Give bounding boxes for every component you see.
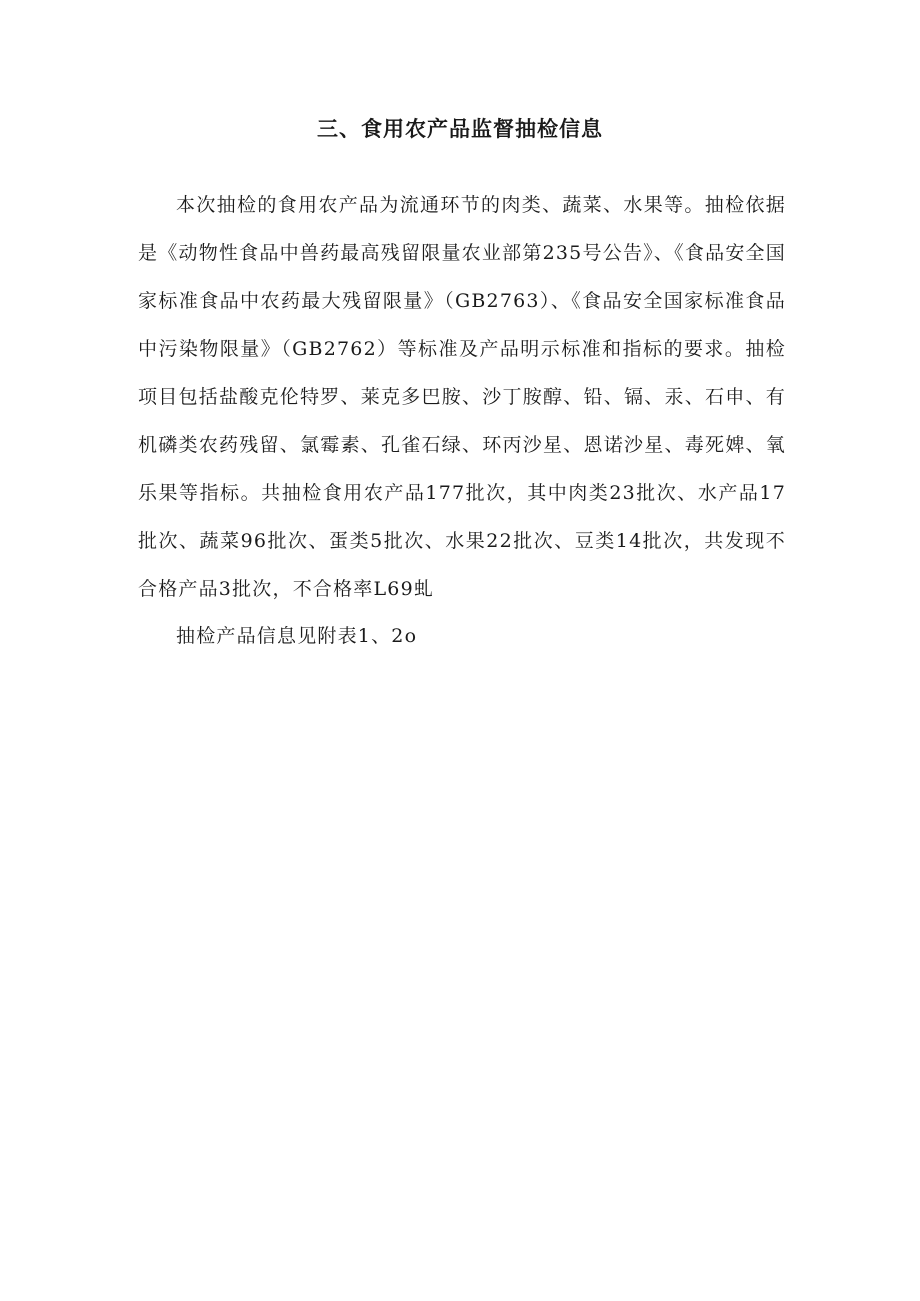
section-title: 三、食用农产品监督抽检信息 — [317, 117, 603, 141]
paragraph-appendix-reference: 抽检产品信息见附表1、2o — [176, 625, 418, 647]
paragraph-inspection-summary: 本次抽检的食用农产品为流通环节的肉类、蔬菜、水果等。抽检依据是《动物性食品中兽药最高残留限量农业部第235号公告》、《食品安全国家标准食品中农药最大残留限量》（GB2763）、《食品安全国家标准食品中污染物限量》（GB2762）等标准及产品明示标准和指标的要求。抽检项目包括盐酸克伦特罗、莱克多巴胺、沙丁胺醇、铅、镉、汞、石申、有机磷类农药残留、氯霉素、孔雀石绿、环丙沙星、恩诺沙星、毒死婢、氧乐果等指标。共抽检食用农产品177批次，其中肉类23批次、水产品17批次、蔬菜96批次、蛋类5批次、水果22批次、豆类14批次，共发现不合格产品3批次，不合格率L69虬 — [138, 194, 786, 600]
